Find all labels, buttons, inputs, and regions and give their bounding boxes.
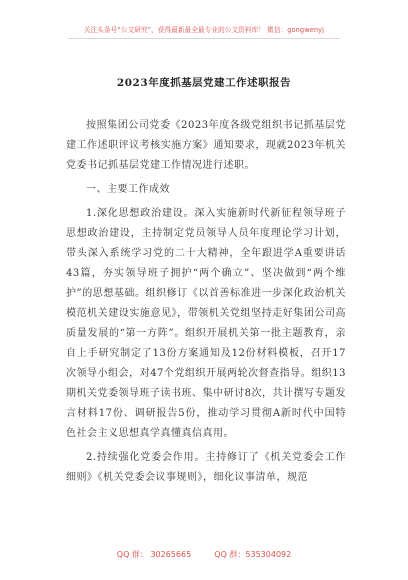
document-body	[66, 116, 346, 488]
footer-qq-left: QQ 群： 30265665	[116, 550, 192, 559]
document-title: 2023年度抓基层党建工作述职报告	[116, 77, 292, 89]
header-promo-note: 关注头条号“公文研究”，获得最新最全最专业的公文资料库！ 微信：gongwenyj	[83, 26, 325, 34]
body-paragraph-2: 2.持续强化党委会作用。主持修订了《机关党委会工作细则》《机关党委会议事规则》，细化议事清单，规范	[66, 452, 346, 483]
body-paragraph-1: 1.深化思想政治建设。深入实施新时代新征程领导班子思想政治建设，主持制定党员领导人员年度理论学习计划，带头深入系统学习党的二十大精神，全年跟进学A重要讲话43篇，夯实领导班子拥护“两个确立”、坚决做到“两个维护”的思想基础。组织修订《以首善标准进一步深化政治机关模范机关建设实施意见》，带领机关党组坚持走好集团公司高质量发展的“第一方阵”。组织开展机关第一批主题教育，亲自上手研究制定了13份方案通知及12份材料模板，召开17次领导小组会，对47个党组织开展两轮次督查指导。组织13期机关党委领导班子读书班、集中研讨8次，共计撰写专题发言材料17份、调研报告5份，推动学习贯彻A新时代中国特色社会主义思想真学真懂真信真用。	[66, 208, 346, 439]
footer-qq-right: QQ 群：535304092	[214, 550, 292, 559]
footer-qq-groups	[0, 549, 408, 560]
section-heading: 一、主要工作成效	[86, 184, 170, 195]
intro-paragraph: 按照集团公司党委《2023年度各级党组织书记抓基层党建工作述职评议考核实施方案》通知要求，现就2023年机关党委书记抓基层党建工作情况进行述职。	[66, 120, 346, 171]
header-divider	[68, 38, 340, 39]
